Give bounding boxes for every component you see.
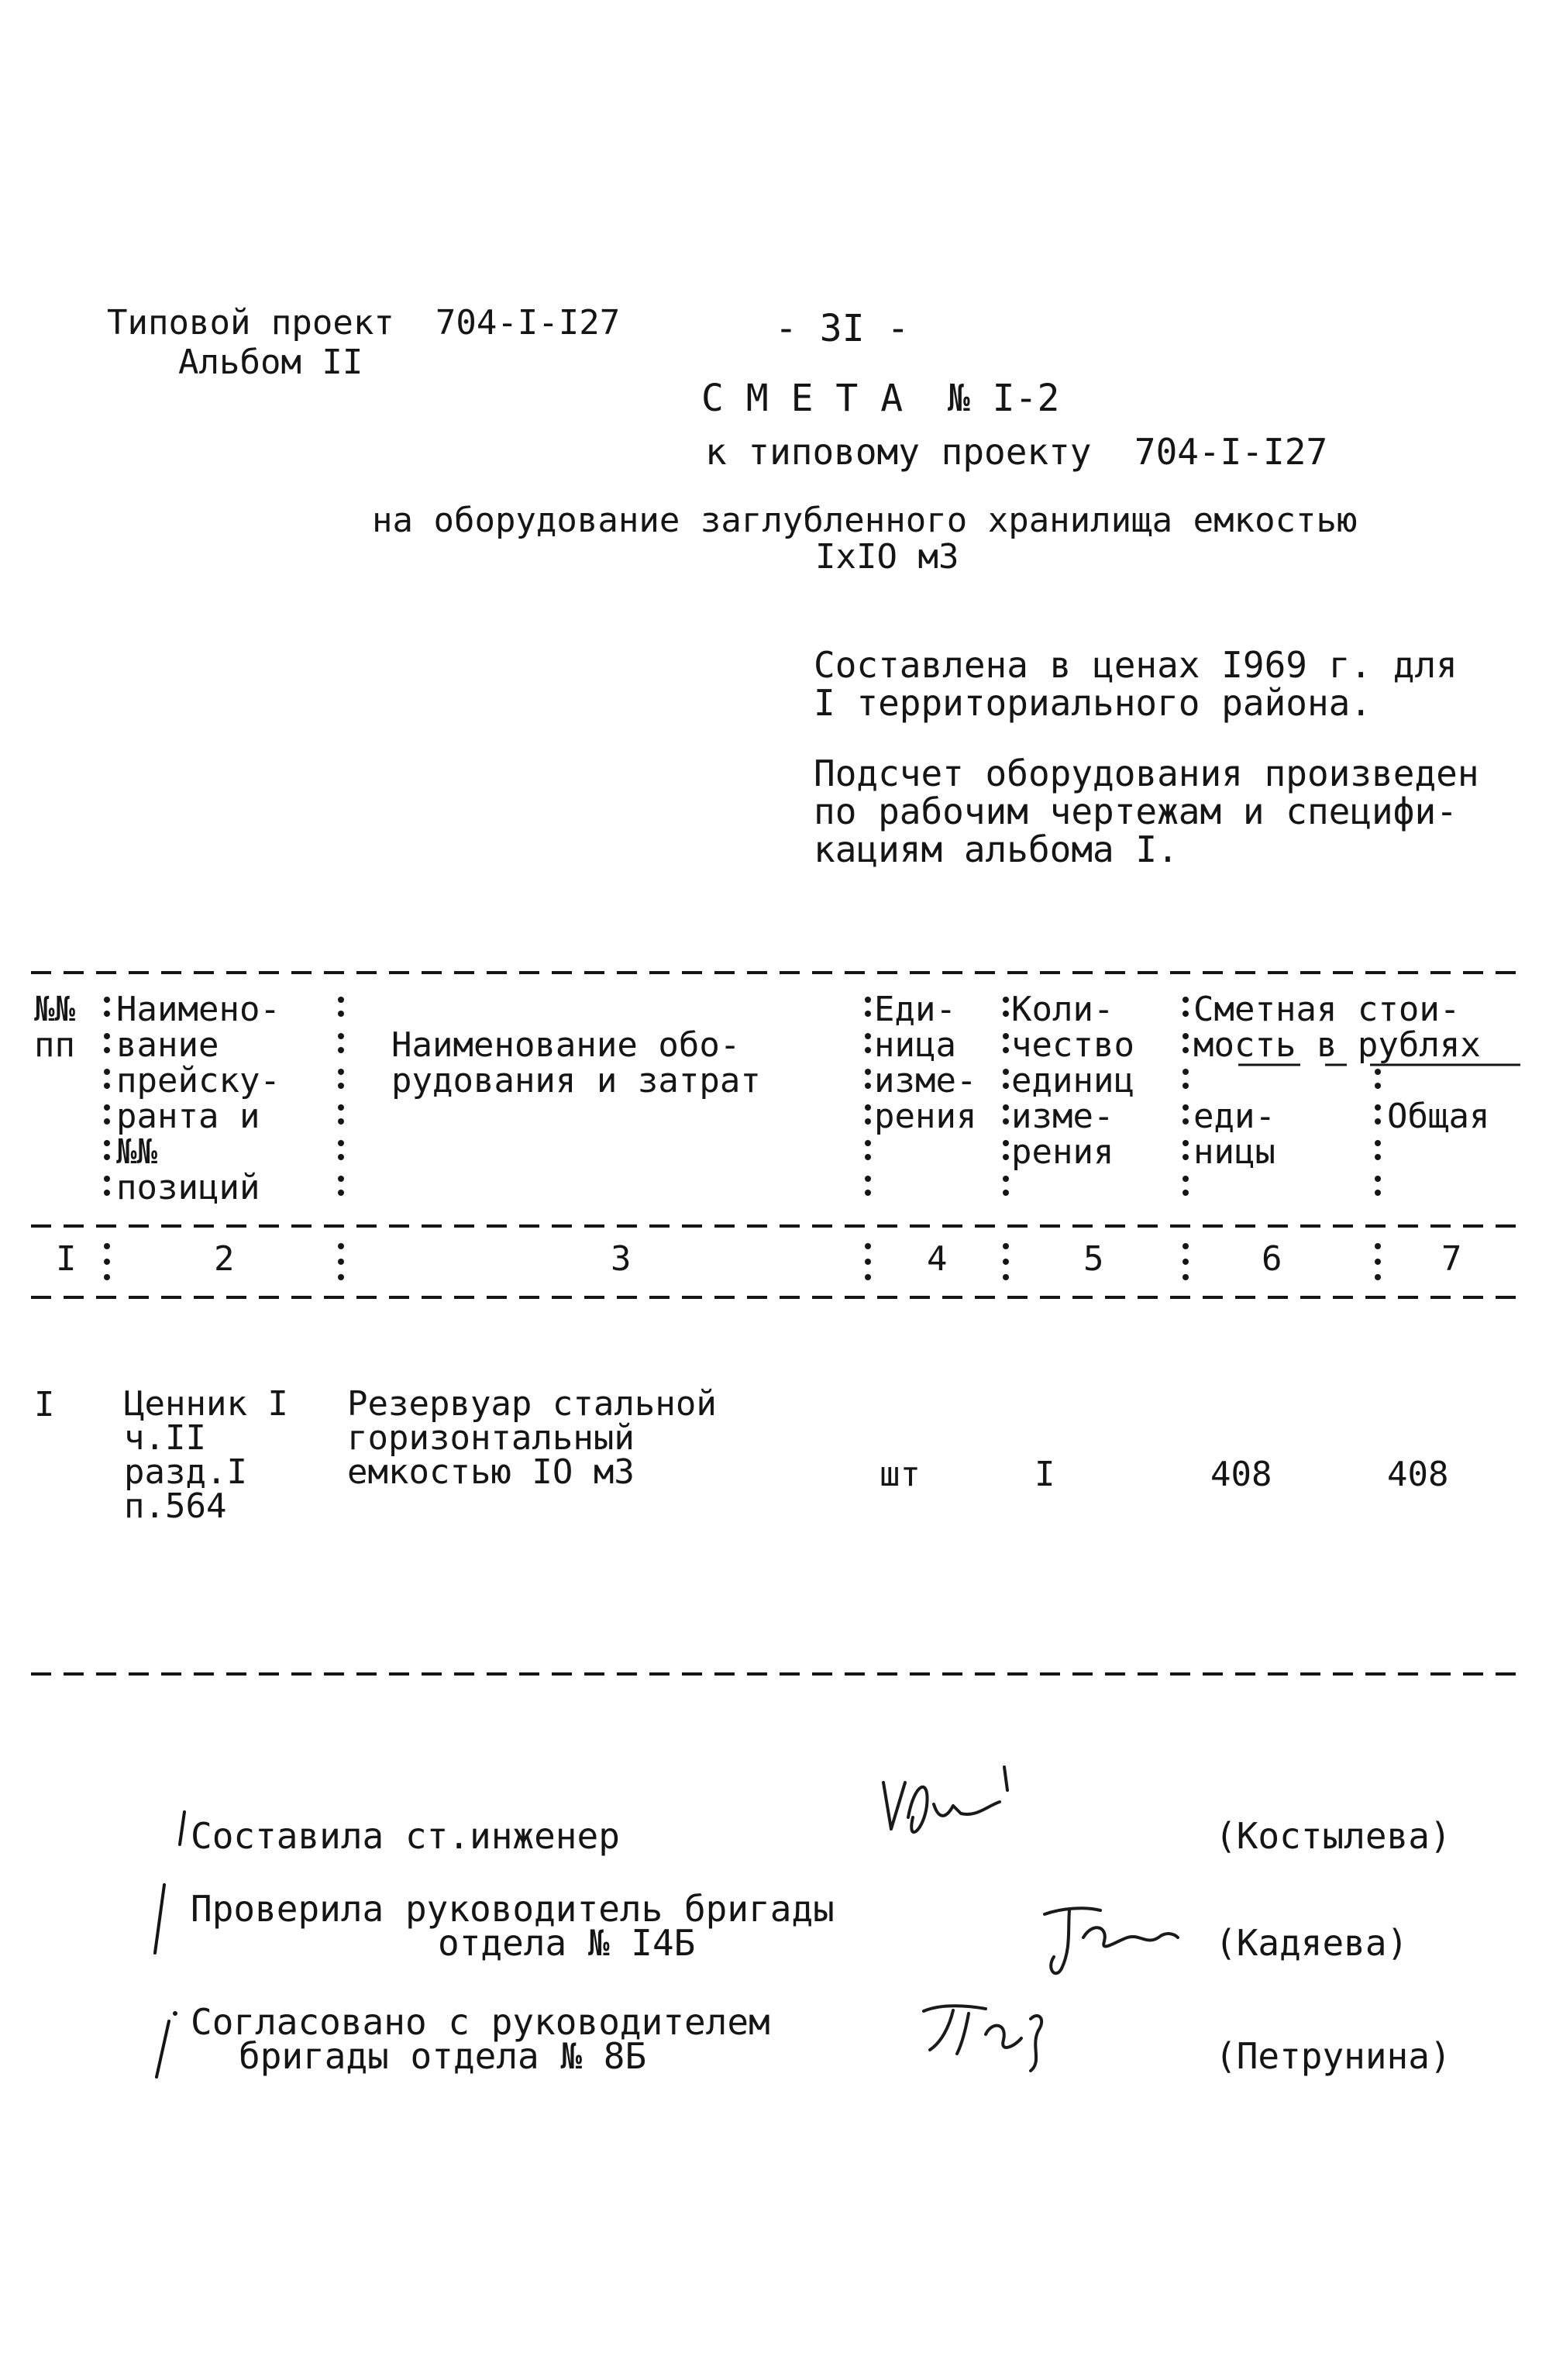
prices-note-line-2: I территориального района.	[814, 682, 1372, 724]
agreed-with-name: (Петрунина)	[1215, 2035, 1451, 2077]
header-col-4: Еди- ница изме- рения	[874, 990, 977, 1136]
count-note-line-3: кациям альбома I.	[814, 828, 1179, 870]
col-number-4: 4	[927, 1239, 948, 1279]
subject-line-1: на оборудование заглубленного хранилища емкостью	[372, 501, 1358, 540]
page-number: - 3I -	[775, 307, 910, 350]
agreed-with-label-1: Согласовано с руководителем	[191, 2001, 770, 2043]
col-number-6: 6	[1262, 1239, 1282, 1279]
header-col-6: еди- ницы	[1193, 1097, 1275, 1172]
header-col-2: Наимено- вание прейску- ранта и №№ позиций	[116, 990, 281, 1207]
header-col-3: Наименование обо- рудования и затрат	[391, 1025, 761, 1100]
row-number: I	[34, 1385, 55, 1424]
project-reference: к типовому проекту 704-I-I27	[705, 431, 1328, 473]
agreed-with-label-2: бригады отдела № 8Б	[239, 2035, 647, 2077]
project-label: Типовой проект 704-I-I27	[107, 303, 621, 343]
row-total-cost: 408	[1387, 1455, 1449, 1494]
col-number-2: 2	[214, 1239, 235, 1279]
header-col-5: Коли- чество единиц изме- рения	[1011, 990, 1134, 1172]
subject-line-2: IxIO м3	[815, 537, 959, 577]
count-note-line-2: по рабочим чертежам и специфи-	[814, 790, 1458, 832]
row-quantity: I	[1034, 1455, 1055, 1494]
col-number-1: I	[56, 1239, 77, 1279]
checked-by-label-2: отдела № I4Б	[438, 1922, 696, 1964]
checked-by-label-1: Проверила руководитель бригады	[191, 1888, 835, 1930]
count-note-line-1: Подсчет оборудования произведен	[814, 753, 1479, 794]
album-label: Альбом II	[178, 343, 363, 382]
col-number-5: 5	[1083, 1239, 1104, 1279]
checked-by-name: (Кадяева)	[1215, 1922, 1409, 1964]
col-number-7: 7	[1441, 1239, 1462, 1279]
row-item-name: Резервуар стальной горизонтальный емкостью IO м3	[347, 1384, 717, 1492]
document-title: С М Е Т А № I-2	[701, 377, 1060, 420]
header-col-7: Общая	[1387, 1097, 1490, 1136]
compiled-by-label: Составила ст.инженер	[191, 1815, 620, 1857]
prices-note-line-1: Составлена в ценах I969 г. для	[814, 644, 1458, 686]
row-price-reference: Ценник I ч.II разд.I п.564	[124, 1384, 288, 1526]
row-unit-cost: 408	[1210, 1455, 1272, 1494]
compiled-by-name: (Костылева)	[1215, 1815, 1451, 1857]
header-col-67: Сметная стои- мость в рублях	[1193, 990, 1481, 1065]
row-unit: шт	[880, 1455, 921, 1494]
col-number-3: 3	[611, 1239, 632, 1279]
header-col-1: №№ пп	[34, 990, 75, 1065]
